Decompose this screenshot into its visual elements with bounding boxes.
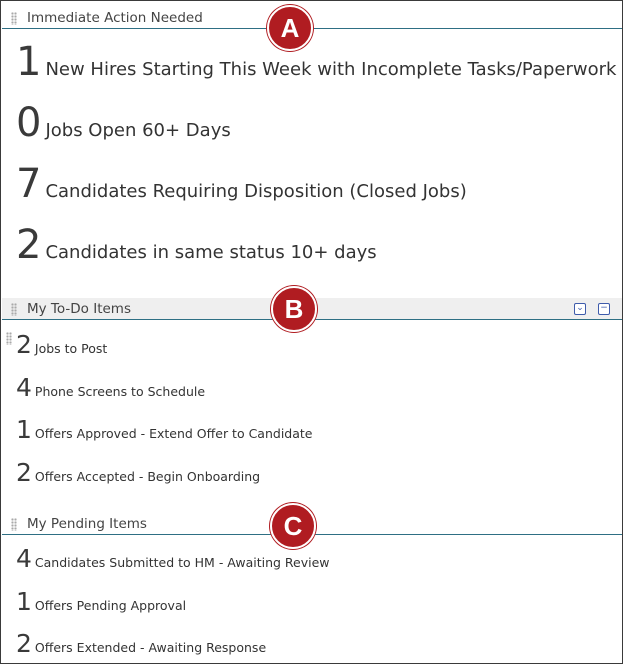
item-label: Offers Extended - Awaiting Response (34, 640, 267, 655)
item-label: Candidates in same status 10+ days (45, 242, 377, 263)
callout-badge-a: A (267, 5, 313, 51)
list-item-offers-approved[interactable] (16, 415, 312, 444)
item-label: New Hires Starting This Week with Incomplete Tasks/Paperwork (45, 59, 617, 80)
drag-handle-icon[interactable] (11, 12, 17, 25)
item-count: 2 (16, 222, 42, 268)
drag-handle-icon[interactable] (11, 518, 17, 531)
list-item-candidates-submitted[interactable] (16, 544, 330, 573)
item-label: Phone Screens to Schedule (34, 384, 206, 399)
list-item-offers-accepted[interactable] (16, 458, 260, 487)
item-count: 1 (16, 587, 32, 616)
item-label: Candidates Submitted to HM - Awaiting Review (34, 555, 330, 570)
list-item-new-hires[interactable] (16, 39, 616, 85)
item-count: 7 (16, 161, 42, 207)
item-count: 2 (16, 629, 32, 658)
item-count: 2 (16, 330, 32, 359)
collapse-icon[interactable]: − (598, 303, 610, 315)
item-count: 4 (16, 544, 32, 573)
list-item-offers-extended[interactable] (16, 629, 266, 658)
item-count: 0 (16, 100, 42, 146)
drag-handle-icon[interactable] (6, 332, 12, 345)
list-item-phone-screens[interactable] (16, 373, 205, 402)
list-item-jobs-open[interactable] (16, 100, 231, 146)
section-title: Immediate Action Needed (27, 10, 203, 26)
item-label: Offers Pending Approval (34, 598, 187, 613)
list-item-jobs-to-post[interactable] (16, 330, 107, 359)
section-title: My Pending Items (27, 516, 147, 532)
item-label: Candidates Requiring Disposition (Closed Jobs) (45, 181, 467, 202)
list-item-candidates-same-status[interactable] (16, 222, 377, 268)
expand-icon[interactable]: ⌄ (574, 303, 586, 315)
item-label: Jobs Open 60+ Days (45, 120, 231, 141)
item-count: 1 (16, 39, 42, 85)
list-item-candidates-disposition[interactable] (16, 161, 467, 207)
item-count: 2 (16, 458, 32, 487)
item-count: 4 (16, 373, 32, 402)
item-label: Jobs to Post (34, 341, 108, 356)
item-count: 1 (16, 415, 32, 444)
drag-handle-icon[interactable] (11, 303, 17, 316)
callout-badge-b: B (271, 286, 317, 332)
list-item-offers-pending[interactable] (16, 587, 186, 616)
item-label: Offers Accepted - Begin Onboarding (34, 469, 261, 484)
item-label: Offers Approved - Extend Offer to Candidate (34, 426, 313, 441)
callout-badge-c: C (270, 503, 316, 549)
section-title: My To-Do Items (27, 301, 131, 317)
